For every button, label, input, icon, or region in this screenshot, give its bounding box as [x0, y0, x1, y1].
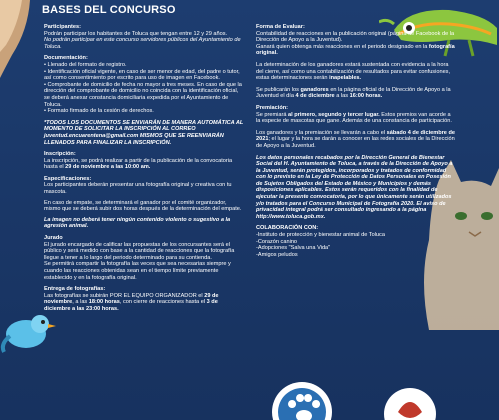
evaluation-text: Contabilidad de reacciones en la publicación original (página de Facebook de la Dirección de Apoyo a la Juventud).	[256, 30, 455, 44]
publication-part: en la página oficial de la Dirección de Apoyo a la Juventud el día	[256, 86, 451, 100]
specifications-heading: Especificaciones:	[44, 175, 92, 182]
spec-item: En caso de empate, se determinará el ganador por el comité organizador, mismo que se deberá subir dos horas después de la determinación del empate.	[44, 199, 242, 213]
delivery-time: 18:00 horas	[88, 299, 120, 306]
participants-exclusion: No podrán participar en este concurso servidores públicos del Ayuntamiento de Toluca.	[44, 37, 241, 50]
winners-text	[256, 62, 456, 82]
doc-item: • Identificación oficial vigente, en caso de ser menor de edad, del padre o tutor, así como consentimiento por escrito para uso de imagen en Facebook.	[44, 68, 240, 82]
delivery-heading: Entrega de fotografías:	[44, 286, 106, 293]
privacy-section	[256, 155, 456, 221]
specifications-section	[44, 176, 244, 230]
delivery-close: 3 de diciembre a las 23:00 horas.	[44, 299, 218, 312]
inscription-deadline: 29 de noviembre a las 10:00 am.	[65, 164, 151, 171]
veterinary-logo	[270, 372, 350, 420]
participants-heading: Participantes:	[44, 24, 81, 30]
delivery-date: 29 de noviembre	[44, 292, 219, 306]
inscription-text	[44, 158, 244, 171]
evaluation-original: fotografía original.	[256, 43, 455, 57]
publication-date: 4 de diciembre	[295, 93, 335, 100]
delivery-text-part: , con cierre de reacciones hasta el	[119, 299, 207, 306]
collaboration-section	[256, 225, 456, 258]
delivery-text-part: , a las	[72, 299, 89, 306]
left-column	[44, 24, 244, 318]
awards-part: Se premiará	[256, 111, 289, 118]
delivery-text	[44, 293, 244, 313]
ceremony-text	[256, 130, 456, 150]
publication-part: a las	[334, 93, 350, 100]
awards-part: Estos premios van acorde a la especie de mascotas que gane. Además de una constancia de participación.	[256, 111, 452, 125]
doc-item: • Formato firmado de la cesión de derechos.	[44, 108, 154, 115]
inscription-heading: Inscripción:	[44, 151, 76, 158]
evaluation-text	[256, 44, 456, 57]
jury-heading: Jurado	[44, 235, 63, 242]
awards-ceremony	[256, 130, 456, 150]
participants-text: Podrán participar los habitantes de Toluca que tengan entre 12 y 29 años.	[44, 30, 228, 37]
jury-section	[44, 235, 244, 281]
documentation-heading: Documentación:	[44, 55, 88, 62]
documents-notice-text: *TODOS LOS DOCUMENTOS SE ENVIARÁN DE MANERA AUTOMÁTICA AL MOMENTO DE SOLICITAR LA INSCRIPCIÓN AL CORREO juventud.encuarentena@gmail.com MISMOS QUE SE REENVIARÁN LLENADOS PARA FINALIZAR LA INSCRIPCIÓN.	[44, 119, 244, 146]
collaboration-heading: COLABORACIÓN CON:	[256, 225, 319, 232]
collaborator-item: -Adopciones "Salva una Vida"	[256, 245, 331, 252]
winners-determination	[256, 62, 456, 82]
documentation-section	[44, 55, 244, 114]
publication-part: Se publicarán los	[256, 86, 301, 93]
ceremony-part: Los ganadores y la premiación se llevarán a cabo el	[256, 129, 387, 136]
doc-item: • Llenado del formato de registro.	[44, 61, 127, 68]
collaborator-item: -Corazón canino	[256, 238, 298, 245]
delivery-section	[44, 286, 244, 312]
awards-section	[256, 105, 456, 125]
awards-heading: Premiación:	[256, 104, 289, 111]
spec-item: Los participantes deberán presentar una fotografía original y creativa con tu mascota.	[44, 182, 232, 196]
inscription-text-part: La inscripción, se podrá realizar a partir de la publicación de la convocatoria hasta el	[44, 157, 233, 171]
jury-text: El jurado encargado de calificar las propuestas de los concursantes será el público y será medido con base a la cantidad de reacciones que la fotografía llegue a tener a lo largo del periodo determinado para su contienda.	[44, 241, 235, 261]
ceremony-part: ; el lugar y la hora se darán a conocer en las redes sociales de la Dirección de Apoyo a la Juventud.	[256, 136, 455, 149]
evaluation-section	[256, 24, 456, 57]
publication-winners: ganadores	[300, 86, 329, 93]
evaluation-heading: Forma de Evaluar:	[256, 24, 305, 30]
winners-text-part: La determinación de los ganadores estará sustentada con evidencia a la hora del cierre, así como una contabilización de resultados para evitar confusiones, estas determinaciones serán	[256, 61, 451, 82]
inscription-section	[44, 151, 244, 171]
right-column	[256, 24, 456, 263]
dog-illustration	[0, 0, 32, 80]
ceremony-date: sábado 4 de diciembre de 2021	[256, 129, 456, 143]
partner-logo	[380, 372, 440, 420]
collaborator-item: -Amigos peludos	[256, 251, 298, 258]
evaluation-text-part: Ganará quien obtenga más reacciones en el periodo designado en la	[256, 43, 429, 50]
winners-final: inapelables.	[329, 75, 362, 82]
awards-text	[256, 112, 456, 125]
doc-item: • Comprobante de domicilio de fecha no mayor a tres meses. En caso de que la dirección del comprobante de domicilio no coincida con la identificación oficial, se deberá anexar constancia domiciliaria expedida por el Ayuntamiento de Toluca.	[44, 81, 242, 108]
spec-item: La imagen no deberá tener ningún contenido violento o sugestivo a la agresión animal.	[44, 216, 231, 230]
privacy-text: Los datos personales recabados por la Dirección General de Bienestar Social del H. Ayuntamiento de Toluca, a través de la Dirección de Apoyo a la Juventud, serán protegidos, incorporados y tratados de conformidad con lo previsto en la Ley de Protección de Datos Personales en Posesión de Sujetos Obligados del Estado de México y Municipios y demás disposiciones aplicables. Estos serán requeridos con la finalidad de ejecutar la presente convocatoria, por lo que únicamente serán utilizados y/o tratados para el Concurso Municipal de Fotografía 2020. El aviso de privacidad integral podrá ser consultado ingresando a la página http://www.toluca.gob.mx.	[256, 154, 453, 220]
delivery-text-part: Las fotografías se subirán POR EL EQUIPO ORGANIZADOR el	[44, 292, 205, 299]
collaborator-item: -Instituto de protección y bienestar animal de Toluca	[256, 232, 385, 239]
publication-text	[256, 87, 456, 100]
documents-notice	[44, 120, 244, 146]
publication-section	[256, 87, 456, 100]
publication-time: 16:00 horas.	[349, 93, 383, 100]
participants-section	[44, 24, 244, 50]
awards-places: al primero, segundo y tercer lugar.	[288, 111, 380, 118]
jury-text: Se permitirá compartir la fotografía las veces que sea necesarias siempre y cuando las reacciones obtenidas sean en el tiempo límite previamente establecido y en la fotografía original.	[44, 261, 231, 281]
page-title: BASES DEL CONCURSO	[42, 4, 176, 16]
